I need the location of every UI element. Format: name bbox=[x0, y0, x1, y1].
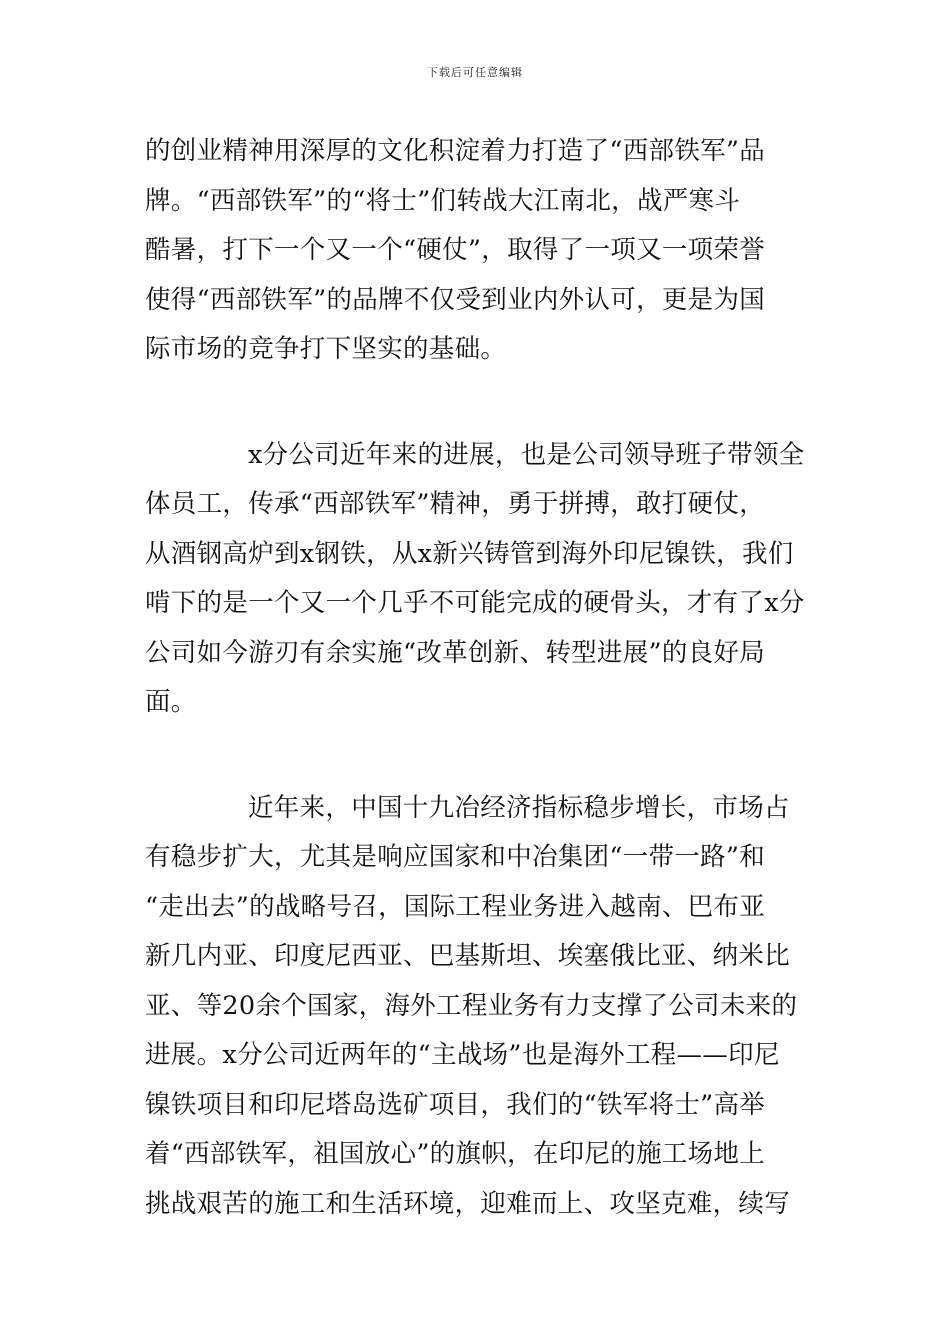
page-header: 下载后可任意编辑 bbox=[427, 66, 523, 79]
text-line: 挑战艰苦的施工和生活环境，迎难而上、攻坚克难，续写 bbox=[145, 1188, 791, 1219]
text-line: x分公司近年来的进展，也是公司领导班子带领全 bbox=[248, 439, 805, 470]
text-line: 从酒钢高炉到x钢铁，从x新兴铸管到海外印尼镍铁，我们 bbox=[145, 538, 794, 569]
text-line: 近年来，中国十九冶经济指标稳步增长，市场占 bbox=[248, 792, 790, 823]
text-line: 面。 bbox=[145, 687, 197, 717]
text-line: 酷暑，打下一个又一个“硬仗”，取得了一项又一项荣誉 bbox=[145, 235, 766, 265]
paragraph-1 bbox=[145, 127, 808, 375]
paragraph-spacer bbox=[145, 375, 808, 431]
paragraph-2 bbox=[145, 431, 808, 728]
document-body bbox=[145, 127, 808, 1229]
text-line: 着“西部铁军，祖国放心”的旗帜，在印尼的施工场地上 bbox=[145, 1139, 766, 1169]
text-line: 进展。x分公司近两年的“主战场”也是海外工程——印尼 bbox=[145, 1040, 780, 1070]
text-line: 体员工，传承“西部铁军”精神，勇于拼搏，敢打硬仗， bbox=[145, 489, 766, 519]
text-line: 亚、等20余个国家，海外工程业务有力支撑了公司未来的 bbox=[145, 990, 798, 1021]
text-line: 有稳步扩大，尤其是响应国家和中冶集团“一带一路”和 bbox=[145, 842, 766, 872]
text-line: 公司如今游刃有余实施“改革创新、转型进展”的良好局 bbox=[145, 637, 766, 668]
text-line: 际市场的竞争打下坚实的基础。 bbox=[145, 334, 507, 364]
text-line: 新几内亚、印度尼西亚、巴基斯坦、埃塞俄比亚、纳米比 bbox=[145, 941, 791, 971]
text-line: 牌。“西部铁军”的“将士”们转战大江南北，战严寒斗 bbox=[145, 185, 741, 216]
text-line: 的创业精神用深厚的文化积淀着力打造了“西部铁军”品 bbox=[145, 136, 766, 166]
text-line: 镍铁项目和印尼塔岛选矿项目，我们的“铁军将士”高举 bbox=[145, 1089, 766, 1120]
text-line: 啃下的是一个又一个几乎不可能完成的硬骨头，才有了x分 bbox=[145, 588, 805, 618]
paragraph-spacer bbox=[145, 728, 808, 784]
text-line: “走出去”的战略号召，国际工程业务进入越南、巴布亚 bbox=[145, 891, 766, 922]
text-line: 使得“西部铁军”的品牌不仅受到业内外认可，更是为国 bbox=[145, 284, 766, 315]
paragraph-3 bbox=[145, 784, 808, 1230]
